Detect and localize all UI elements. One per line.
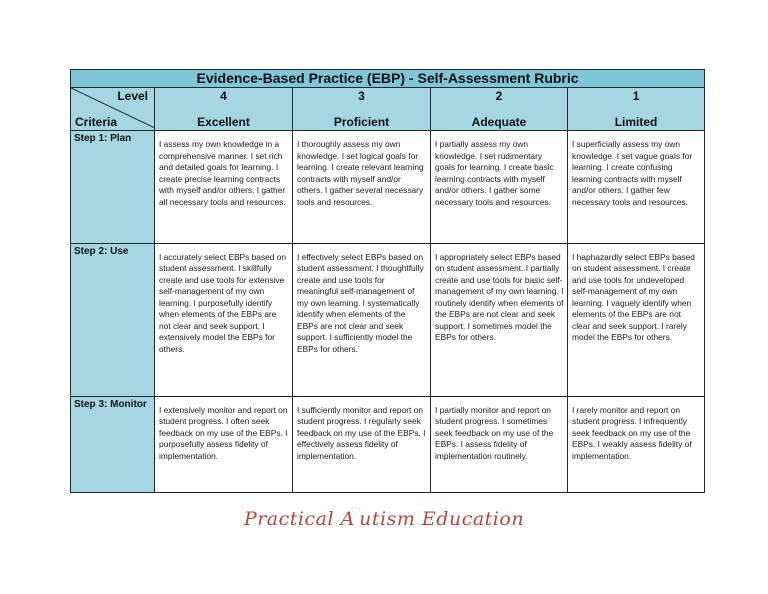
rubric-cell: I sufficiently monitor and report on student progress. I regularly seek feedback on my use of the EBPs. I effectively assess fidelity of implementation. xyxy=(293,396,431,492)
rubric-row-use xyxy=(71,243,705,396)
level-header-1 xyxy=(568,88,705,131)
criteria-step-plan: Step 1: Plan xyxy=(71,131,155,243)
level-number: 3 xyxy=(358,89,365,104)
level-number: 2 xyxy=(495,89,503,104)
level-label: Level xyxy=(117,89,148,104)
corner-header-cell xyxy=(71,88,155,131)
rubric-cell: I partially assess my own knowledge. I set rudimentary goals for learning. I create basic learning contracts with myself and/or others. I gather some necessary tools and resources. xyxy=(431,131,568,243)
rubric-row-plan xyxy=(71,131,705,243)
rubric-cell: I haphazardly select EBPs based on student assessment. I create and use tools for undeveloped self-management of my own learning. I vaguely identify when elements of the EBPs are not clear and seek support. I rarely model the EBPs for others. xyxy=(568,243,705,396)
rubric-cell: I extensively monitor and report on student progress. I often seek feedback on my use of the EBPs. I purposefully assess fidelity of implementation. xyxy=(155,396,293,492)
level-label-proficient: Proficient xyxy=(333,115,390,130)
criteria-step-use: Step 2: Use xyxy=(71,243,155,396)
level-header-3 xyxy=(293,88,431,131)
criteria-step-monitor: Step 3: Monitor xyxy=(71,396,155,492)
logo-text-part2: utism Education xyxy=(359,508,525,530)
logo-text-part1: Practical A xyxy=(243,508,355,530)
level-label-limited: Limited xyxy=(614,115,658,130)
level-number: 4 xyxy=(220,89,227,104)
rubric-cell: I effectively select EBPs based on student assessment. I thoughtfully create and use tools for meaningful self-management of my own learning. I systematically identify when elements of the EBPs are not clear and seek support. I sufficiently model the EBPs for others. xyxy=(293,243,431,396)
rubric-row-monitor xyxy=(71,396,705,492)
rubric-title: Evidence-Based Practice (EBP) - Self-Assessment Rubric xyxy=(71,70,705,88)
rubric-cell: I assess my own knowledge in a comprehensive manner. I set rich and detailed goals for learning. I create precise learning contracts with myself and/or others. I gather all necessary tools and resources. xyxy=(155,131,293,243)
rubric-cell: I rarely monitor and report on student progress. I infrequently seek feedback on my use of the EBPs. I weakly assess fidelity of implementation. xyxy=(568,396,705,492)
rubric-cell: I partially monitor and report on student progress. I sometimes seek feedback on my use of the EBPs. I assess fidelity of implementation routinely. xyxy=(431,396,568,492)
rubric-table xyxy=(70,69,705,493)
rubric-cell: I superficially assess my own knowledge. I set vague goals for learning. I create confusing learning contracts with myself and/or others. I gather few necessary tools and resources. xyxy=(568,131,705,243)
heart-icon: ♡ xyxy=(350,505,362,518)
level-header-4 xyxy=(155,88,293,131)
level-number: 1 xyxy=(632,89,640,104)
level-header-2 xyxy=(431,88,568,131)
rubric-cell: I accurately select EBPs based on student assessment. I skillfully create and use tools for extensive self-management of my own learning. I purposefully identify when elements of the EBPs are not clear and seek support. I extensively model the EBPs for others. xyxy=(155,243,293,396)
rubric-cell: I appropriately select EBPs based on student assessment. I partially create and use tools for basic self-management of my own learning. I routinely identify when elements of the EBPs are not clear and seek support. I sometimes model the EBPs for others. xyxy=(431,243,568,396)
level-label-excellent: Excellent xyxy=(197,115,250,130)
level-label-adequate: Adequate xyxy=(471,115,527,130)
practical-autism-education-logo xyxy=(0,505,768,530)
criteria-label: Criteria xyxy=(75,115,118,130)
rubric-cell: I thoroughly assess my own knowledge. I set logical goals for learning. I create relevant learning contracts with myself and/or others. I gather several necessary tools and resources. xyxy=(293,131,431,243)
